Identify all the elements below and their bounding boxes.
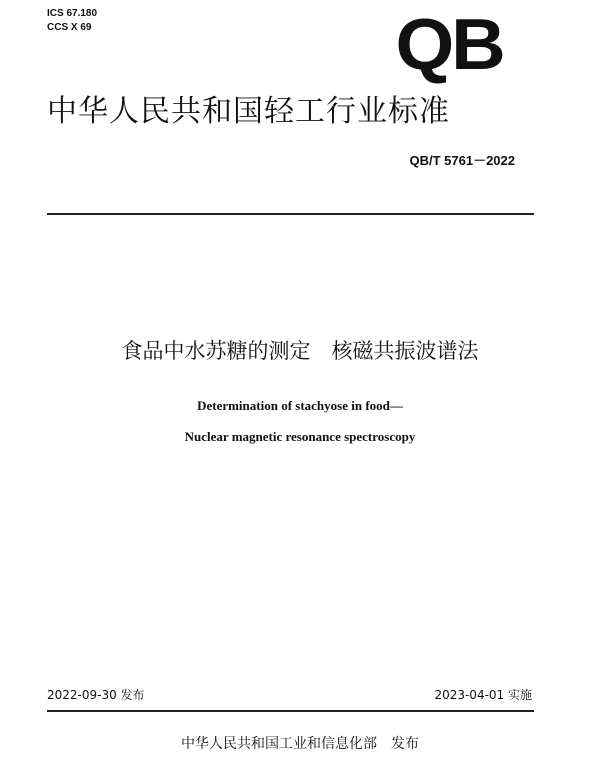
issuing-authority: 中华人民共和国工业和信息化部 发布 <box>181 736 419 752</box>
document-title-english-line2: Nuclear magnetic resonance spectroscopy <box>184 429 416 444</box>
footer-divider <box>47 710 534 712</box>
ics-code: ICS 67.180 <box>47 8 98 19</box>
standard-codes <box>47 7 97 35</box>
industry-standard-title: 中华人民共和国轻工行业标准 <box>47 94 450 129</box>
ccs-code: CCS X 69 <box>47 22 92 33</box>
document-title-chinese: 食品中水苏糖的测定 核磁共振波谱法 <box>121 339 479 363</box>
qb-logo: QB <box>395 5 503 85</box>
document-title-english-line1: Determination of stachyose in food— <box>197 398 403 413</box>
header-divider <box>47 213 534 215</box>
implement-date: 2023-04-01 实施 <box>434 688 532 702</box>
publish-date: 2022-09-30 发布 <box>47 688 145 702</box>
standard-number: QB/T 5761－2022 <box>409 153 515 168</box>
